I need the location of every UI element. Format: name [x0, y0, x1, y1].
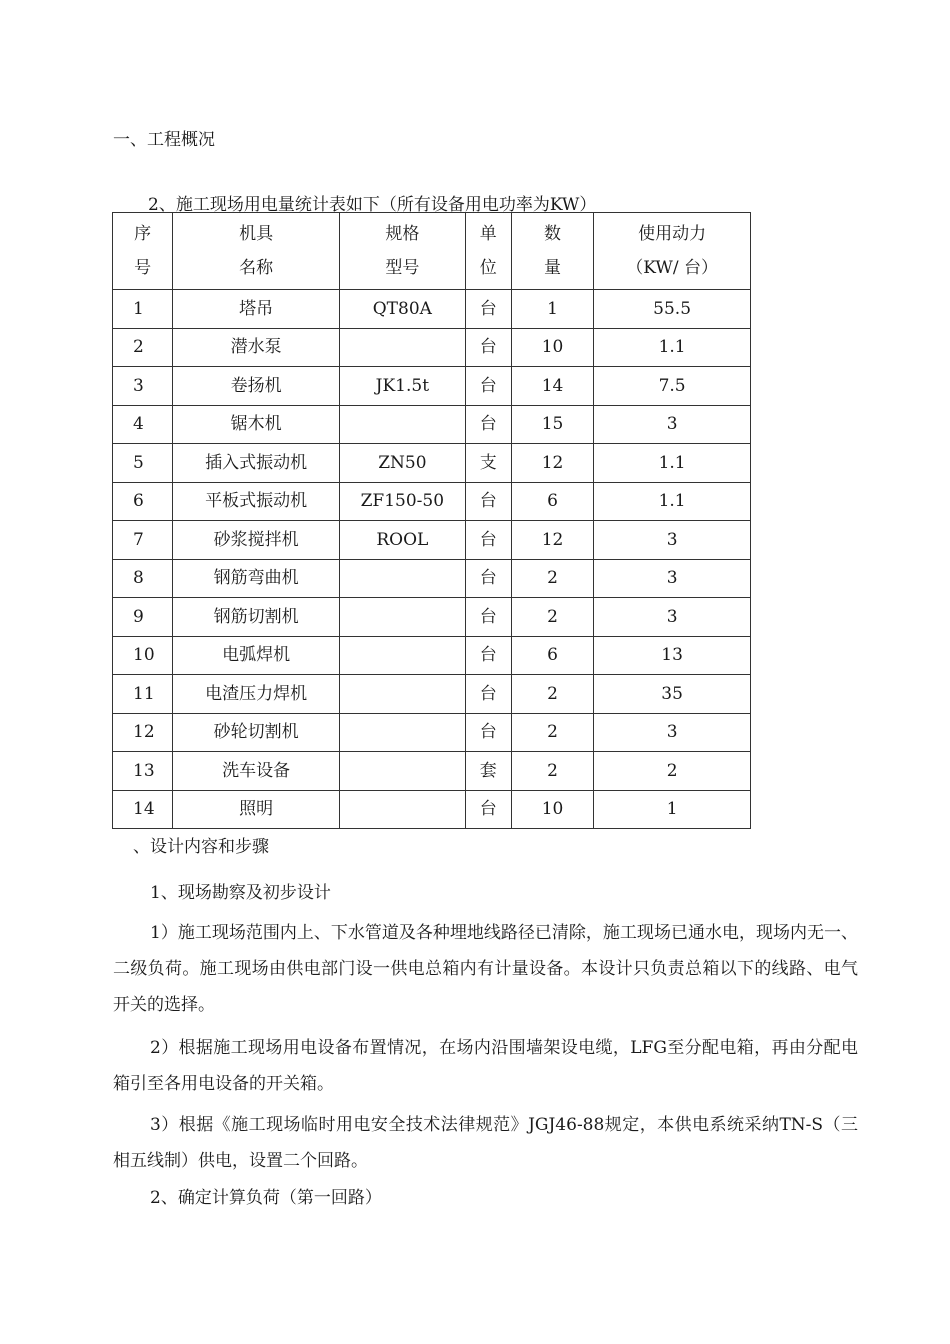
cell-qty: 15 [511, 405, 593, 444]
cell-model: ROOL [340, 521, 466, 560]
header-qty [511, 213, 593, 290]
cell-power: 1.1 [594, 444, 751, 483]
table-row [113, 790, 751, 829]
cell-qty: 6 [511, 636, 593, 675]
cell-qty: 2 [511, 559, 593, 598]
paragraph-3: 3）根据《施工现场临时用电安全技术法律规范》JGJ46-88规定，本供电系统采纳TN-S（三相五线制）供电，设置二个回路。 [113, 1115, 858, 1171]
cell-unit: 台 [465, 559, 511, 598]
cell-qty: 2 [511, 598, 593, 637]
header-power [594, 213, 751, 290]
cell-unit: 台 [465, 521, 511, 560]
cell-no: 8 [113, 559, 173, 598]
cell-unit: 台 [465, 790, 511, 829]
cell-model [340, 328, 466, 367]
cell-power: 35 [594, 675, 751, 714]
table-caption: 2、施工现场用电量统计表如下（所有设备用电功率为KW） [148, 195, 597, 215]
cell-name: 照明 [173, 790, 340, 829]
cell-qty: 6 [511, 482, 593, 521]
cell-name: 砂浆搅拌机 [173, 521, 340, 560]
table-row [113, 559, 751, 598]
table-row [113, 713, 751, 752]
cell-model: QT80A [340, 290, 466, 329]
paragraph-2: 2）根据施工现场用电设备布置情况，在场内沿围墙架设电缆，LFG至分配电箱，再由分配电箱引至各用电设备的开关箱。 [113, 1038, 858, 1094]
cell-model [340, 752, 466, 791]
cell-unit: 台 [465, 713, 511, 752]
cell-no: 13 [113, 752, 173, 791]
cell-model: ZN50 [340, 444, 466, 483]
table-row [113, 482, 751, 521]
table-row [113, 405, 751, 444]
cell-name: 洗车设备 [173, 752, 340, 791]
header-text: 量 [544, 258, 562, 278]
cell-model: ZF150-50 [340, 482, 466, 521]
cell-unit: 台 [465, 290, 511, 329]
header-text: 使用动力 [638, 224, 707, 244]
cell-model [340, 790, 466, 829]
cell-qty: 12 [511, 444, 593, 483]
cell-power: 55.5 [594, 290, 751, 329]
cell-power: 2 [594, 752, 751, 791]
table-row [113, 367, 751, 406]
header-no [113, 213, 173, 290]
step2-title: 2、确定计算负荷（第一回路） [150, 1188, 382, 1208]
cell-power: 13 [594, 636, 751, 675]
step1-title: 1、现场勘察及初步设计 [150, 883, 331, 903]
cell-model [340, 636, 466, 675]
header-text: 单 [479, 224, 497, 244]
header-text: 型号 [385, 258, 420, 278]
cell-power: 3 [594, 521, 751, 560]
table-row [113, 752, 751, 791]
cell-power: 1.1 [594, 328, 751, 367]
cell-model: JK1.5t [340, 367, 466, 406]
cell-name: 砂轮切割机 [173, 713, 340, 752]
cell-no: 3 [113, 367, 173, 406]
header-text: 数 [544, 224, 562, 244]
header-text: 机具 [239, 224, 274, 244]
cell-qty: 10 [511, 790, 593, 829]
cell-name: 锯木机 [173, 405, 340, 444]
table-row [113, 290, 751, 329]
table-row [113, 521, 751, 560]
cell-qty: 1 [511, 290, 593, 329]
cell-no: 2 [113, 328, 173, 367]
cell-qty: 2 [511, 675, 593, 714]
cell-name: 潜水泵 [173, 328, 340, 367]
header-text: 号 [134, 258, 152, 278]
cell-no: 11 [113, 675, 173, 714]
cell-no: 12 [113, 713, 173, 752]
cell-no: 14 [113, 790, 173, 829]
cell-unit: 台 [465, 675, 511, 714]
cell-model [340, 675, 466, 714]
header-text: （KW/ 台） [626, 258, 718, 278]
cell-no: 1 [113, 290, 173, 329]
cell-qty: 14 [511, 367, 593, 406]
cell-unit: 台 [465, 636, 511, 675]
cell-name: 钢筋弯曲机 [173, 559, 340, 598]
table-row [113, 444, 751, 483]
table-row [113, 675, 751, 714]
header-unit [465, 213, 511, 290]
cell-qty: 2 [511, 713, 593, 752]
cell-unit: 台 [465, 598, 511, 637]
cell-model [340, 713, 466, 752]
cell-qty: 2 [511, 752, 593, 791]
paragraph-1: 1）施工现场范围内上、下水管道及各种埋地线路径已清除，施工现场已通水电，现场内无一、二级负荷。施工现场由供电部门设一供电总箱内有计量设备。本设计只负责总箱以下的线路、电气开关的选择。 [113, 923, 858, 1015]
header-name [173, 213, 340, 290]
header-text: 名称 [239, 258, 274, 278]
cell-name: 电渣压力焊机 [173, 675, 340, 714]
header-model [340, 213, 466, 290]
cell-unit: 支 [465, 444, 511, 483]
cell-no: 4 [113, 405, 173, 444]
cell-power: 3 [594, 559, 751, 598]
cell-no: 5 [113, 444, 173, 483]
header-text: 规格 [385, 224, 420, 244]
cell-unit: 套 [465, 752, 511, 791]
cell-name: 塔吊 [173, 290, 340, 329]
cell-name: 电弧焊机 [173, 636, 340, 675]
cell-unit: 台 [465, 328, 511, 367]
equipment-power-table [112, 212, 751, 829]
cell-name: 插入式振动机 [173, 444, 340, 483]
cell-unit: 台 [465, 482, 511, 521]
cell-model [340, 559, 466, 598]
cell-no: 6 [113, 482, 173, 521]
cell-power: 3 [594, 713, 751, 752]
cell-power: 1.1 [594, 482, 751, 521]
cell-name: 平板式振动机 [173, 482, 340, 521]
cell-model [340, 405, 466, 444]
cell-no: 7 [113, 521, 173, 560]
table-row [113, 328, 751, 367]
cell-power: 1 [594, 790, 751, 829]
table-row [113, 598, 751, 637]
cell-power: 3 [594, 598, 751, 637]
table-header-row [113, 213, 751, 290]
cell-model [340, 598, 466, 637]
cell-qty: 10 [511, 328, 593, 367]
section-heading-design: 、设计内容和步骤 [133, 837, 269, 857]
cell-no: 9 [113, 598, 173, 637]
section-heading-overview: 一、工程概况 [113, 130, 215, 150]
cell-unit: 台 [465, 367, 511, 406]
cell-name: 钢筋切割机 [173, 598, 340, 637]
cell-power: 7.5 [594, 367, 751, 406]
cell-no: 10 [113, 636, 173, 675]
cell-qty: 12 [511, 521, 593, 560]
table-body [113, 290, 751, 829]
cell-unit: 台 [465, 405, 511, 444]
cell-name: 卷扬机 [173, 367, 340, 406]
header-text: 序 [134, 224, 152, 244]
header-text: 位 [479, 258, 497, 278]
cell-power: 3 [594, 405, 751, 444]
table-row [113, 636, 751, 675]
